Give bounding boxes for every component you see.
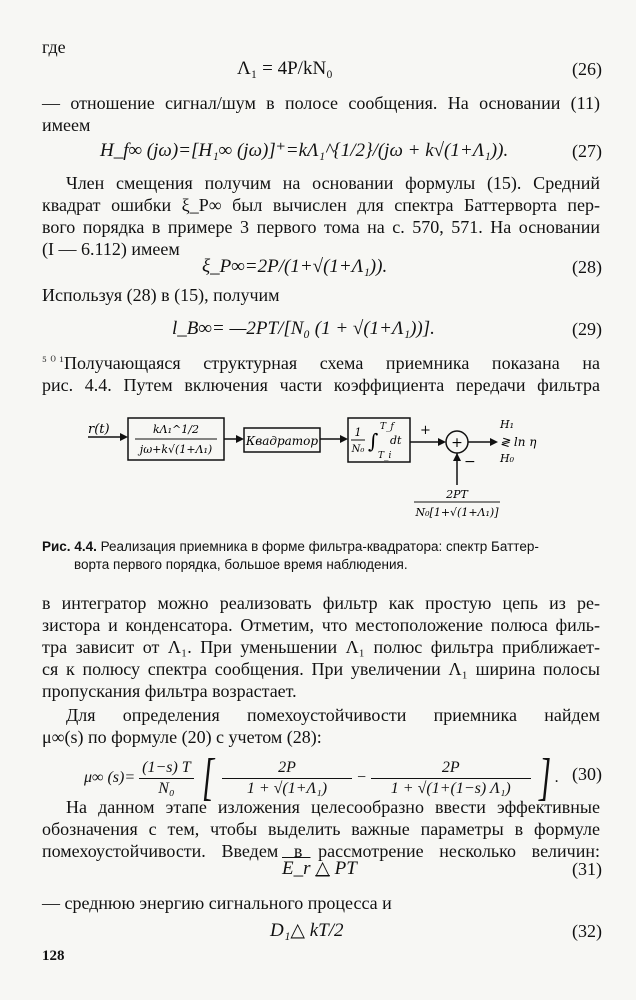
caption-text: Реализация приемника в форме фильтра-квадратора: спектр Баттер- xyxy=(100,539,539,554)
integrator-lower: T_i xyxy=(378,451,392,461)
text-line: рис. 4.4. Путем включения части коэффициента передачи фильтра xyxy=(42,375,600,395)
text-line: Для определения помехоустойчивости приемника найдем xyxy=(66,705,600,725)
equation-number: (27) xyxy=(572,141,602,161)
block-diagram xyxy=(40,400,600,530)
eq30-frac2-den: 1 + √(1+(1−s) Λ₁) xyxy=(390,779,511,797)
arrow-head xyxy=(340,435,348,443)
arrow-head xyxy=(236,435,244,443)
margin-mark: ⁵ ⁰ ¹ xyxy=(42,355,64,370)
arrow-head xyxy=(453,453,461,461)
integrator-coef-den: N₀ xyxy=(351,444,365,455)
eq30-minus: − xyxy=(355,769,367,786)
arrow-head xyxy=(438,438,446,446)
text-line: ся к полюсу спектра сообщения. При увеличении Λ₁ ширина полосы xyxy=(42,659,600,679)
input-label: r(t) xyxy=(88,422,110,437)
eq30-coef-num: (1−s) T xyxy=(139,758,194,779)
equation-body xyxy=(282,852,357,886)
filter-numerator: kΛ₁^1/2 xyxy=(153,423,199,436)
squarer-label: Квадратор xyxy=(245,434,319,448)
page-number: 128 xyxy=(42,948,65,964)
equation-31 xyxy=(42,852,602,886)
equation-27 xyxy=(42,134,602,168)
equation-number: (28) xyxy=(572,257,602,277)
equation-28 xyxy=(42,250,602,284)
integrator-coef-num: 1 xyxy=(354,426,362,439)
equation-number: (32) xyxy=(572,921,602,941)
equation-number: (31) xyxy=(572,859,602,879)
text-line: Член смещения получим на основании формулы (15). Средний xyxy=(66,173,600,193)
eq30-coef-den: N₀ xyxy=(158,779,175,797)
equation-number: (26) xyxy=(572,59,602,79)
text-line: имеем xyxy=(42,115,91,135)
eq30-frac2 xyxy=(371,758,531,799)
summing-symbol: + xyxy=(451,435,463,451)
eq30-frac2-num: 2P xyxy=(371,758,531,779)
integrator-dt: dt xyxy=(390,434,402,447)
right-bracket: ] xyxy=(538,749,551,806)
eq30-coef xyxy=(139,758,194,799)
figure-caption xyxy=(42,538,600,556)
text-line: μ∞(s) по формуле (20) с учетом (28): xyxy=(42,727,322,747)
text-line: тра зависит от Λ₁. При уменьшении Λ₁ полюс фильтра приближает- xyxy=(42,637,600,657)
text-line: вого порядка в примере 3 первого тома на с. 570, 571. На основании xyxy=(42,217,600,237)
arrow-head xyxy=(120,433,128,441)
eq30-end: . xyxy=(555,769,559,786)
equation-26 xyxy=(42,52,602,86)
equation-number: (30) xyxy=(572,764,602,784)
left-bracket: [ xyxy=(201,749,214,806)
equation-body: H_f∞ (jω)=[H₁∞ (jω)]⁺=kΛ₁^{1/2}/(jω + k√(1+Λ₁)). xyxy=(100,140,509,161)
equation-number: (29) xyxy=(572,319,602,339)
eq30-frac1-num: 2P xyxy=(222,758,352,779)
integrator-upper: T_f xyxy=(380,422,394,432)
eq31-symbol: E_r xyxy=(282,858,311,879)
bias-numerator: 2PT xyxy=(446,488,468,501)
integral-sign: ∫ xyxy=(368,429,379,453)
caption-text: ворта первого порядка, большое время наблюдения. xyxy=(74,557,408,572)
eq31-rhs: PT xyxy=(334,858,357,879)
text-line: — среднюю энергию сигнального процесса и xyxy=(42,893,392,913)
equation-body: Λ₁ = 4P/kN₀ xyxy=(237,58,333,79)
eq30-frac1 xyxy=(222,758,352,799)
equation-body: D₁△ kT/2 xyxy=(270,920,344,941)
eq30-lhs: μ∞ (s)= xyxy=(84,769,136,786)
text-line: (I — 6.112) имеем xyxy=(42,239,180,259)
equation-body: l_B∞= —2PT/[N₀ (1 + √(1+Λ₁))]. xyxy=(172,318,435,339)
eq31-op: △ xyxy=(315,858,330,879)
text-line: где xyxy=(42,37,66,57)
text-line: На данном этапе изложения целесообразно ввести эффективные xyxy=(66,797,600,817)
bias-denominator: N₀[1+√(1+Λ₁)] xyxy=(415,506,499,519)
arrow-head xyxy=(490,438,498,446)
equation-body: ξ_P∞=2P/(1+√(1+Λ₁)). xyxy=(202,256,388,277)
output-h0: H₀ xyxy=(500,452,515,465)
minus-sign: − xyxy=(464,454,476,470)
text-line: Используя (28) в (15), получим xyxy=(42,285,280,305)
text-line: обозначения с тем, чтобы выделить важные параметры в формуле xyxy=(42,819,600,839)
filter-denominator: jω+k√(1+Λ₁) xyxy=(139,443,213,456)
text-line: в интегратор можно реализовать фильтр как простую цепь из ре- xyxy=(42,593,600,613)
text-line: зистора и конденсатора. Отметим, что местоположение полюса филь- xyxy=(42,615,600,635)
plus-sign: + xyxy=(420,423,431,438)
output-compare: ≷ ln η xyxy=(500,435,537,449)
equation-32 xyxy=(42,914,602,948)
text-line: — отношение сигнал/шум в полосе сообщения. На основании (11) xyxy=(42,93,600,113)
output-h1: H₁ xyxy=(500,418,515,431)
eq30-frac1-den: 1 + √(1+Λ₁) xyxy=(246,779,328,797)
text-line: помехоустойчивости. Введем в рассмотрение несколько величин: xyxy=(42,841,600,861)
equation-29 xyxy=(42,312,602,346)
text-line: пропускания фильтра возрастает. xyxy=(42,681,297,701)
text-line: Получающаяся структурная схема приемника показана на xyxy=(64,353,600,373)
caption-label: Рис. 4.4. xyxy=(42,539,97,554)
text-line: квадрат ошибки ξ_P∞ был вычислен для спектра Баттерворта пер- xyxy=(42,195,600,215)
